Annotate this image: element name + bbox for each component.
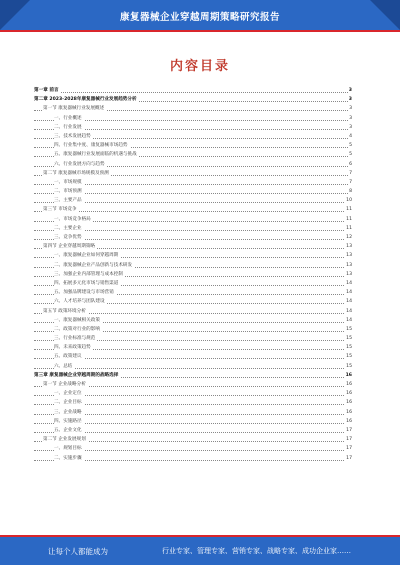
toc-entry-page: 14 <box>345 288 352 297</box>
toc-entry-page: 15 <box>345 334 352 343</box>
toc-entry-page: 15 <box>345 352 352 361</box>
report-title: 康复器械企业穿越周期策略研究报告 <box>119 12 280 23</box>
toc-entry[interactable] <box>34 389 352 398</box>
toc-entry[interactable] <box>34 316 352 325</box>
toc-entry[interactable] <box>34 233 352 242</box>
toc-entry-page: 16 <box>345 380 352 389</box>
toc-entry-title: 四、未来政策趋势 <box>54 343 93 352</box>
toc-entry-page: 10 <box>345 196 352 205</box>
toc-entry-title: 六、总结 <box>54 362 74 371</box>
toc-entry-title: 四、行业集中度、康复器械市场趋势 <box>54 141 130 150</box>
toc-entry-title: 三、竞争优势 <box>54 233 84 242</box>
toc-entry-title: 二、市场预测 <box>54 187 84 196</box>
toc-entry-title: 五、企业文化 <box>54 426 84 435</box>
toc-entry-title: 三、主要产品 <box>54 196 84 205</box>
toc-entry-page: 13 <box>345 270 352 279</box>
toc-entry-title: 第二节 康复器械市场规模及预测 <box>43 169 111 178</box>
toc-entry-title: 二、政策对行业的影响 <box>54 325 102 334</box>
toc-entry-title: 一、规划目标 <box>54 444 84 453</box>
toc-leader-dots <box>34 211 352 212</box>
toc-entry[interactable] <box>34 288 352 297</box>
toc-entry-page: 7 <box>348 178 352 187</box>
page-footer <box>0 535 400 565</box>
toc-entry[interactable] <box>34 141 352 150</box>
toc-entry[interactable] <box>34 307 352 316</box>
toc-entry-title: 三、行业标准与规范 <box>54 334 97 343</box>
toc-entry-title: 五、康复器械行业发展面临的机遇与挑战 <box>54 150 139 159</box>
toc-entry-page: 4 <box>348 132 352 141</box>
toc-entry-title: 四、实施路径 <box>54 417 84 426</box>
toc-entry-page: 3 <box>348 114 352 123</box>
toc-entry[interactable] <box>34 215 352 224</box>
toc-entry[interactable] <box>34 196 352 205</box>
toc-entry-page: 6 <box>348 160 352 169</box>
toc-entry-page: 3 <box>348 123 352 132</box>
footer-slogan-right: 行业专家、管理专家、营销专家、战略专家、成功企业家…… <box>162 547 351 555</box>
toc-entry[interactable] <box>34 417 352 426</box>
toc-entry[interactable] <box>34 343 352 352</box>
toc-entry-page: 14 <box>345 279 352 288</box>
toc-entry-title: 第五节 政策环境分析 <box>43 307 88 316</box>
toc-entry-page: 16 <box>345 398 352 407</box>
toc-entry-title: 第四节 企业穿越周期策略 <box>43 242 97 251</box>
toc-entry-title: 一、康复器械企业如何穿越周期 <box>54 251 120 260</box>
toc-entry[interactable] <box>34 150 352 159</box>
toc-entry[interactable] <box>34 224 352 233</box>
toc-entry-page: 14 <box>345 316 352 325</box>
toc-entry-title: 二、主要企业 <box>54 224 84 233</box>
toc-entry-title: 一、康复器械相关政策 <box>54 316 102 325</box>
toc-entry[interactable] <box>34 205 352 214</box>
toc-entry[interactable] <box>34 104 352 113</box>
toc-entry[interactable] <box>34 279 352 288</box>
toc-entry-page: 11 <box>345 224 352 233</box>
toc-entry[interactable] <box>34 251 352 260</box>
toc-entry[interactable] <box>34 398 352 407</box>
toc-entry-title: 六、人才培养与团队建设 <box>54 297 107 306</box>
toc-entry[interactable] <box>34 178 352 187</box>
footer-slogan-left: 让每个人都能成为 <box>48 547 108 556</box>
toc-entry-title: 一、行业概述 <box>54 114 84 123</box>
toc-entry-page: 15 <box>345 343 352 352</box>
toc-entry-page: 11 <box>345 205 352 214</box>
toc-entry[interactable] <box>34 454 352 463</box>
toc-leader-dots <box>34 368 352 369</box>
toc-entry-page: 16 <box>345 371 352 380</box>
toc-entry-page: 17 <box>345 435 352 444</box>
toc-entry-page: 3 <box>348 95 352 104</box>
toc-entry-title: 第二章 2023-2028年康复器械行业发展趋势分析 <box>34 95 139 104</box>
toc-entry-page: 17 <box>345 444 352 453</box>
toc-entry-title: 一、市场竞争格局 <box>54 215 93 224</box>
toc-entry[interactable] <box>34 132 352 141</box>
toc-entry[interactable] <box>34 435 352 444</box>
toc-entry-page: 15 <box>345 362 352 371</box>
toc-entry-title: 二、实施步骤 <box>54 454 84 463</box>
toc-entry[interactable] <box>34 86 352 95</box>
report-header <box>0 0 400 34</box>
toc-entry-title: 三、加强企业内部管理与成本控制 <box>54 270 125 279</box>
toc-entry-title: 三、技术发展趋势 <box>54 132 93 141</box>
toc-entry[interactable] <box>34 408 352 417</box>
toc-entry-page: 5 <box>348 141 352 150</box>
toc-entry-page: 16 <box>345 417 352 426</box>
toc-entry-page: 13 <box>345 242 352 251</box>
toc-entry-page: 3 <box>348 104 352 113</box>
toc-entry[interactable] <box>34 261 352 270</box>
toc-entry-page: 8 <box>348 187 352 196</box>
toc-entry-title: 第二节 企业发展规划 <box>43 435 88 444</box>
toc-entry-page: 17 <box>345 426 352 435</box>
toc-entry-title: 第三章 康复器械企业穿越周期的战略选择 <box>34 371 120 380</box>
toc-entry[interactable] <box>34 123 352 132</box>
toc-entry[interactable] <box>34 160 352 169</box>
toc-entry[interactable] <box>34 362 352 371</box>
toc-entry-page: 3 <box>348 86 352 95</box>
toc-entry-page: 15 <box>345 325 352 334</box>
toc-entry[interactable] <box>34 169 352 178</box>
toc-entry-page: 12 <box>345 233 352 242</box>
toc-entry-title: 二、企业目标 <box>54 398 84 407</box>
toc-entry[interactable] <box>34 114 352 123</box>
toc-entry-title: 二、行业发展 <box>54 123 84 132</box>
toc-leader-dots <box>34 92 352 93</box>
toc-entry[interactable] <box>34 95 352 104</box>
toc-entry[interactable] <box>34 270 352 279</box>
table-of-contents <box>34 86 352 463</box>
toc-entry-page: 13 <box>345 261 352 270</box>
toc-entry[interactable] <box>34 297 352 306</box>
toc-entry[interactable] <box>34 325 352 334</box>
toc-entry[interactable] <box>34 371 352 380</box>
toc-entry-title: 第一章 前言 <box>34 86 61 95</box>
toc-entry[interactable] <box>34 187 352 196</box>
toc-entry[interactable] <box>34 444 352 453</box>
toc-entry-title: 三、企业战略 <box>54 408 84 417</box>
toc-entry-title: 二、康复器械企业产品创新与技术研发 <box>54 261 134 270</box>
toc-entry-title: 一、市场规模 <box>54 178 84 187</box>
toc-heading: 内容目录 <box>169 59 230 74</box>
footer-accent-line <box>0 535 400 537</box>
toc-entry-title: 第三节 市场竞争 <box>43 205 79 214</box>
toc-entry[interactable] <box>34 380 352 389</box>
toc-entry[interactable] <box>34 426 352 435</box>
toc-entry-page: 14 <box>345 307 352 316</box>
toc-entry[interactable] <box>34 334 352 343</box>
toc-entry-title: 一、企业定位 <box>54 389 84 398</box>
toc-entry-title: 五、政策建议 <box>54 352 84 361</box>
toc-entry-page: 14 <box>345 297 352 306</box>
toc-entry-title: 六、行业发展方向与趋势 <box>54 160 107 169</box>
header-accent-line <box>0 30 400 32</box>
toc-entry-title: 四、拓展多元化市场与销售渠道 <box>54 279 120 288</box>
toc-entry[interactable] <box>34 242 352 251</box>
toc-entry-title: 五、加强品牌建设与市场营销 <box>54 288 116 297</box>
toc-entry-page: 11 <box>345 215 352 224</box>
toc-entry[interactable] <box>34 352 352 361</box>
toc-entry-page: 5 <box>348 150 352 159</box>
toc-entry-title: 第一节 康复器械行业发展概述 <box>43 104 106 113</box>
toc-entry-page: 17 <box>345 454 352 463</box>
toc-entry-page: 7 <box>348 169 352 178</box>
toc-entry-page: 16 <box>345 389 352 398</box>
toc-entry-page: 13 <box>345 251 352 260</box>
toc-entry-title: 第一节 企业战略分析 <box>43 380 88 389</box>
toc-entry-page: 16 <box>345 408 352 417</box>
